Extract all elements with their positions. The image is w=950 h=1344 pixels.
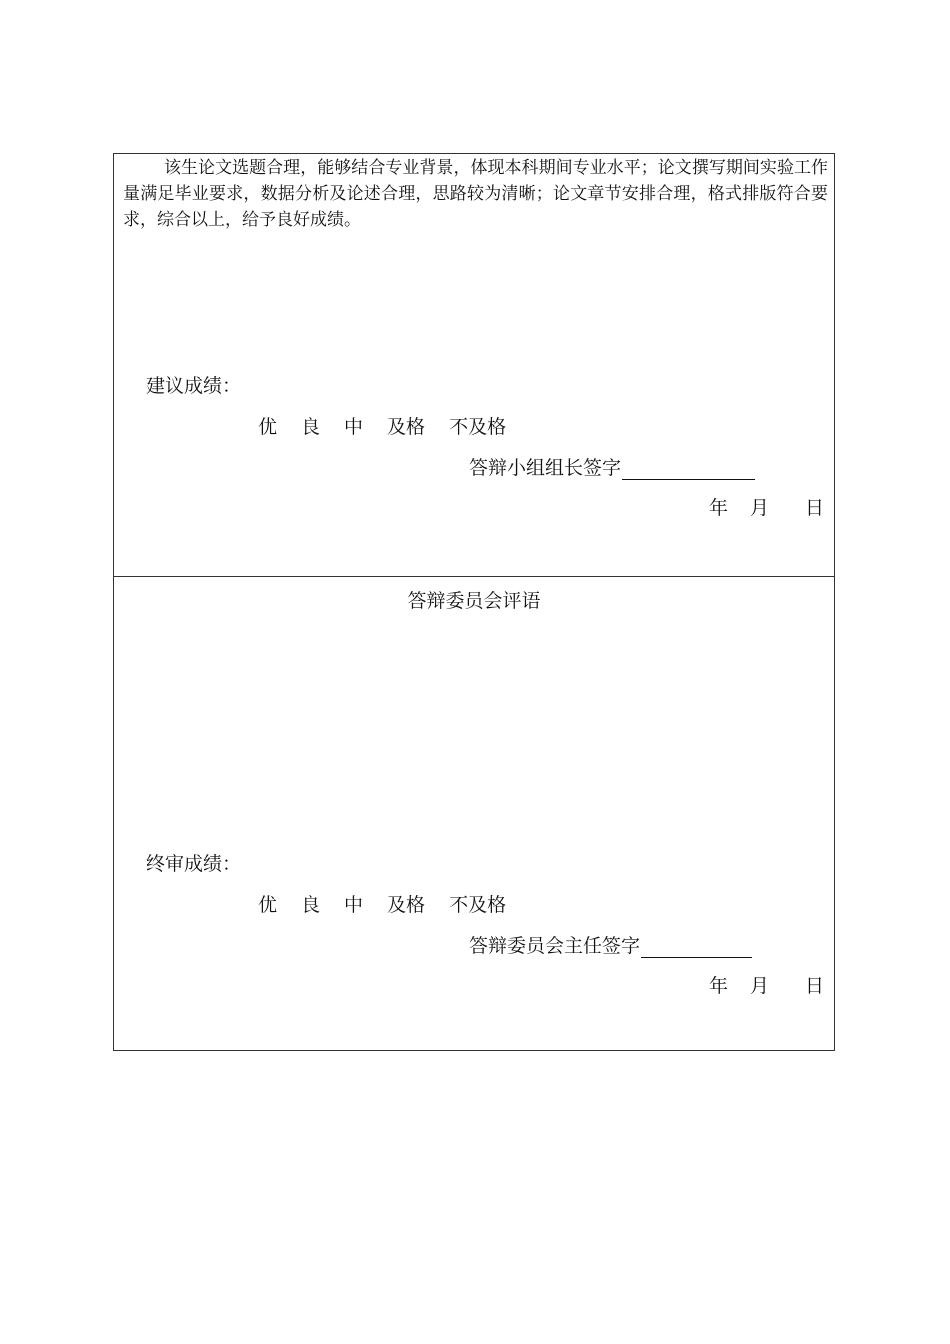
date-month-label: 月 [749,497,769,519]
evaluation-form-table [113,153,835,1051]
committee-chair-signature-field[interactable] [641,935,752,958]
grade-option-good[interactable]: 良 [301,416,321,438]
grade-option-fail[interactable]: 不及格 [449,894,507,916]
committee-chair-signature [469,934,752,958]
committee-comment-title: 答辩委员会评语 [407,590,541,612]
date-year-label: 年 [708,497,728,519]
grade-option-average[interactable]: 中 [344,416,364,438]
suggested-grade-options [258,415,506,439]
group-leader-signature [469,456,755,480]
defense-group-comment: 该生论文选题合理，能够结合专业背景，体现本科期间专业水平；论文撰写期间实验工作量满足毕业要求，数据分析及论述合理，思路较为清晰；论文章节安排合理，格式排版符合要求，综合以上，给予良好成绩。 [123,158,828,230]
grade-option-pass[interactable]: 及格 [387,416,426,438]
final-grade-options [258,893,506,917]
date-month-label: 月 [749,975,769,997]
final-grade-label: 终审成绩： [146,853,242,875]
committee-signature-date [709,974,824,998]
grade-option-good[interactable]: 良 [301,894,321,916]
date-year-label: 年 [708,975,728,997]
date-day-label: 日 [804,975,824,997]
suggested-grade-label: 建议成绩： [146,375,242,397]
grade-option-average[interactable]: 中 [344,894,364,916]
committee-section [114,576,834,1052]
group-leader-signature-field[interactable] [622,457,755,480]
group-leader-signature-label: 答辩小组组长签字 [469,457,622,479]
date-day-label: 日 [804,497,824,519]
grade-option-excellent[interactable]: 优 [258,416,278,438]
committee-chair-signature-label: 答辩委员会主任签字 [469,935,641,957]
grade-option-pass[interactable]: 及格 [387,894,426,916]
group-signature-date [709,496,824,520]
grade-option-fail[interactable]: 不及格 [449,416,507,438]
defense-group-section [114,154,834,576]
grade-option-excellent[interactable]: 优 [258,894,278,916]
